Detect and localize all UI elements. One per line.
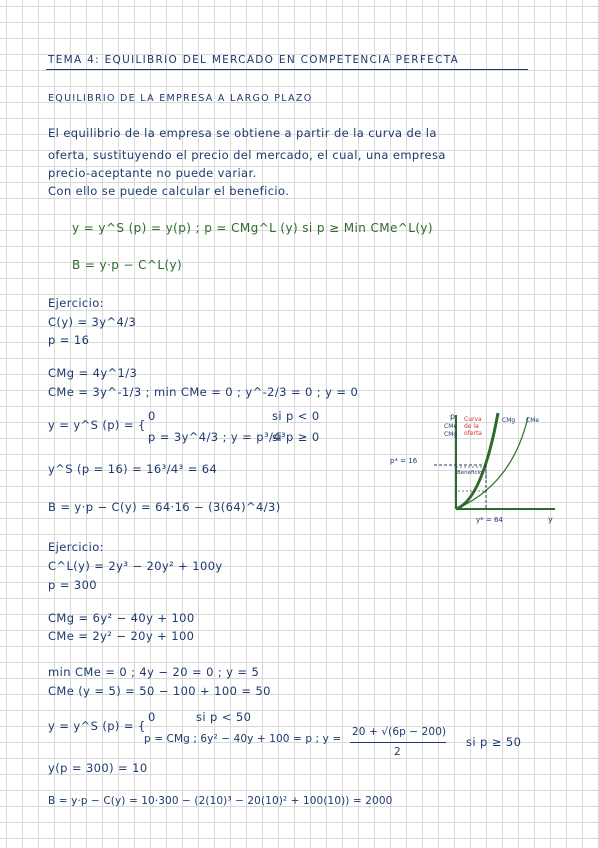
exercise-2-supply-case-2-cond: si p ≥ 50 (466, 735, 522, 749)
equilibrium-graph (390, 405, 570, 530)
exercise-1-supply-case-2: p = 3y^4/3 ; y = p³/4³ (148, 430, 286, 444)
exercise-2-cost: C^L(y) = 2y³ − 20y² + 100y (48, 559, 223, 573)
graph-label-benefit: Beneficio (457, 470, 483, 476)
exercise-1-cost: C(y) = 3y^4/3 (48, 315, 137, 329)
exercise-2-fraction-bar (350, 742, 446, 743)
intro-line-1: El equilibrio de la empresa se obtiene a partir de la curva de la (48, 126, 437, 140)
graph-label-quantity: y* = 64 (476, 516, 503, 524)
exercise-2-price: p = 300 (48, 578, 97, 592)
exercise-1-cme: CMe = 3y^-1/3 ; min CMe = 0 ; y^-2/3 = 0 ; y = 0 (48, 385, 359, 399)
exercise-2-fraction-numerator: 20 + √(6p − 200) (352, 726, 447, 738)
exercise-2-heading: Ejercicio: (48, 540, 104, 554)
exercise-2-supply-lhs: y = y^S (p) = { (48, 719, 146, 733)
exercise-2-supply-case-2: p = CMg ; 6y² − 40y + 100 = p ; y = (144, 733, 342, 745)
benefit-formula: B = y·p − C^L(y) (72, 258, 183, 272)
exercise-2-cmg: CMg = 6y² − 40y + 100 (48, 611, 195, 625)
intro-line-3: precio-aceptante no puede variar. (48, 166, 257, 180)
title-underline (46, 69, 528, 70)
graph-label-cme: CMe (444, 423, 458, 430)
exercise-2-benefit: B = y·p − C(y) = 10·300 − (2(10)³ − 20(10)² + 100(10)) = 2000 (48, 795, 393, 807)
exercise-2-fraction-denominator: 2 (394, 746, 402, 758)
graph-label-cme-curve: CMe (526, 417, 540, 424)
exercise-2-supply-case-1: 0 (148, 710, 156, 724)
exercise-2-cme-eval: CMe (y = 5) = 50 − 100 + 100 = 50 (48, 684, 271, 698)
exercise-2-supply-case-1-cond: si p < 50 (196, 710, 252, 724)
page-title: TEMA 4: EQUILIBRIO DEL MERCADO EN COMPETENCIA PERFECTA (48, 54, 460, 66)
exercise-2-cme: CMe = 2y² − 20y + 100 (48, 629, 195, 643)
exercise-1-cmg: CMg = 4y^1/3 (48, 366, 138, 380)
graph-label-cmg-curve: CMg (502, 417, 516, 424)
intro-line-4: Con ello se puede calcular el beneficio. (48, 184, 290, 198)
exercise-1-supply-lhs: y = y^S (p) = { (48, 418, 146, 432)
exercise-1-benefit: B = y·p − C(y) = 64·16 − (3(64)^4/3) (48, 500, 281, 514)
exercise-1-price: p = 16 (48, 333, 90, 347)
supply-formula: y = y^S (p) = y(p) ; p = CMg^L (y) si p ≥ Min CMe^L(y) (72, 221, 434, 235)
section-title: EQUILIBRIO DE LA EMPRESA A LARGO PLAZO (48, 93, 313, 104)
graph-label-supply: Curva de la oferta (464, 416, 482, 437)
exercise-1-supply-case-1-cond: si p < 0 (272, 409, 320, 423)
graph-label-price: p* = 16 (390, 457, 418, 465)
graph-x-label: y (548, 515, 553, 524)
exercise-1-supply-case-1: 0 (148, 409, 156, 423)
graph-y-label: p (450, 412, 456, 421)
exercise-2-min: min CMe = 0 ; 4y − 20 = 0 ; y = 5 (48, 665, 260, 679)
intro-line-2: oferta, sustituyendo el precio del mercado, el cual, una empresa (48, 148, 446, 162)
exercise-2-evaluation: y(p = 300) = 10 (48, 761, 148, 775)
exercise-1-supply-case-2-cond: si p ≥ 0 (272, 430, 320, 444)
exercise-1-evaluation: y^S (p = 16) = 16³/4³ = 64 (48, 462, 218, 476)
exercise-1-heading: Ejercicio: (48, 296, 104, 310)
graph-label-cmg: CMg (444, 431, 458, 438)
